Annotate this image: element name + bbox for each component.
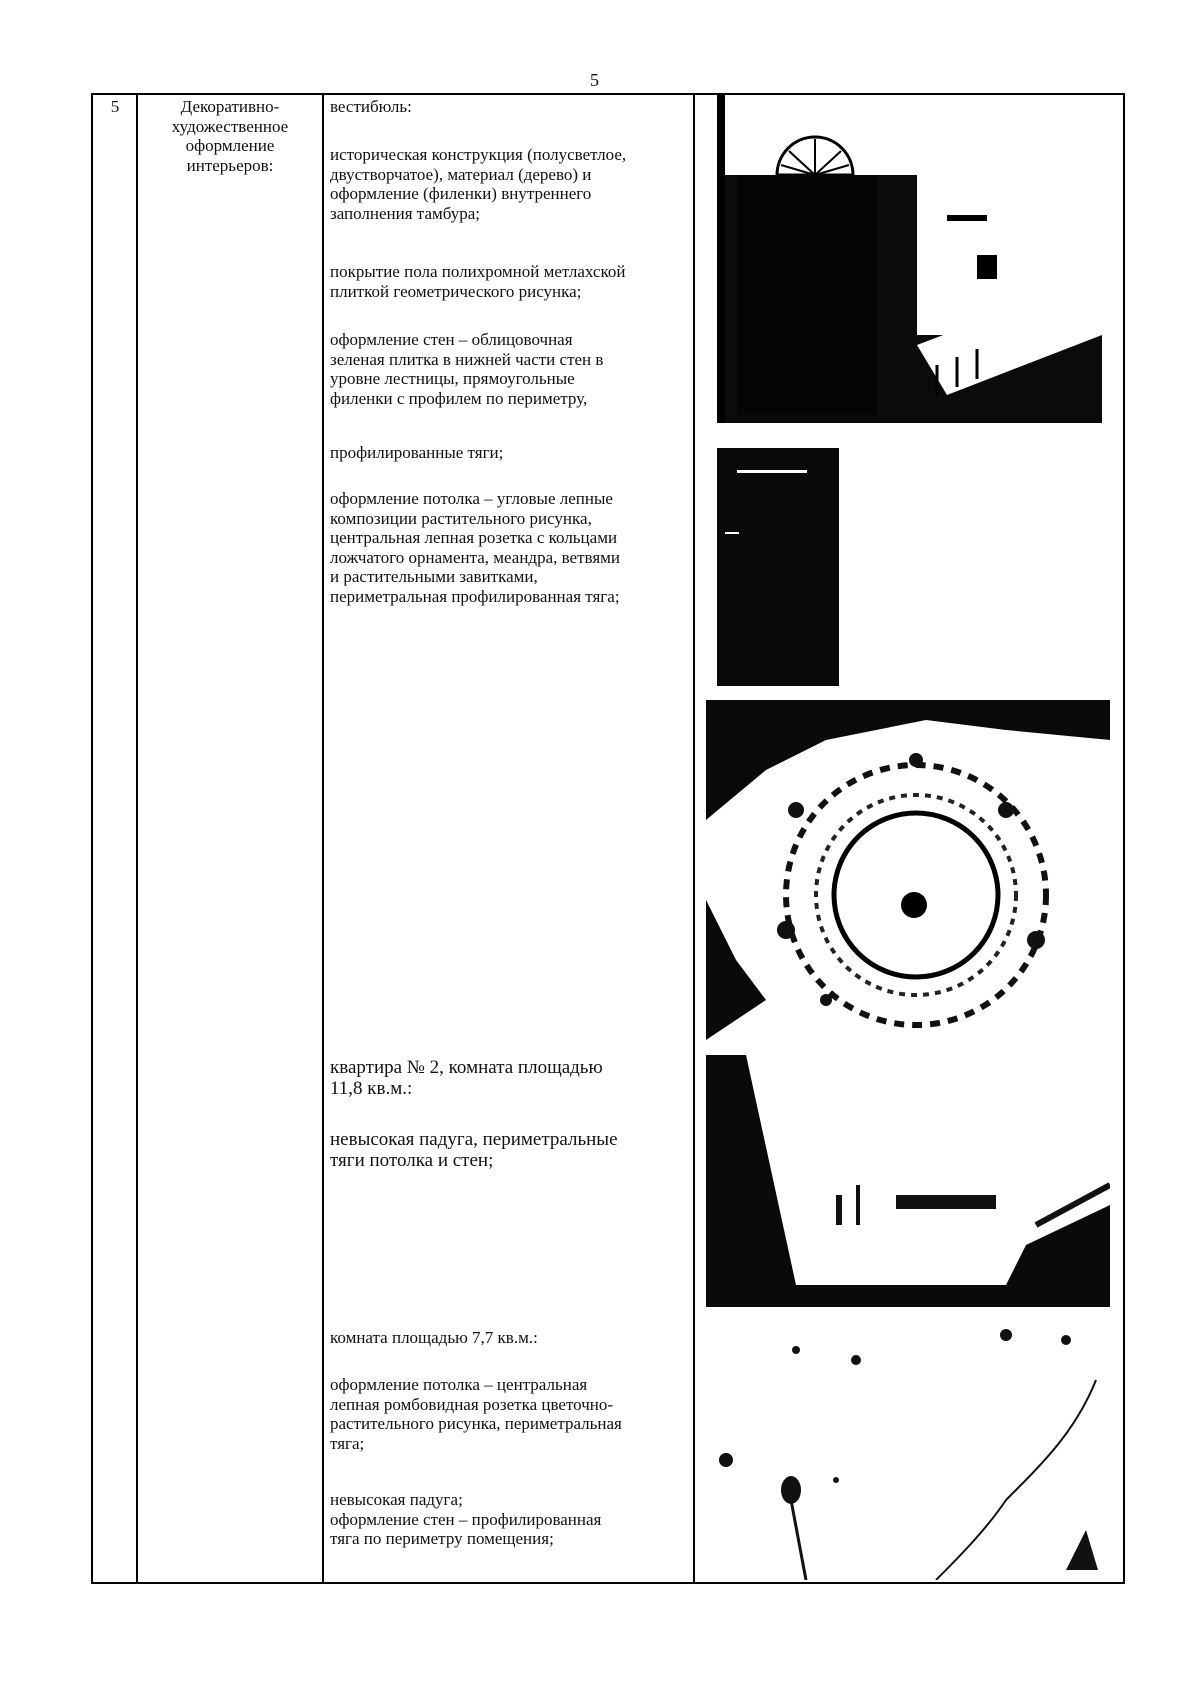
text-line: центральная лепная розетка с кольцами bbox=[330, 528, 618, 547]
text-line: историческая конструкция (полусветлое, bbox=[330, 145, 627, 164]
text-line: тяги потолка и стен; bbox=[330, 1150, 494, 1171]
text-line: оформление потолка – центральная bbox=[330, 1375, 588, 1394]
item-ceiling bbox=[330, 489, 686, 606]
text-line: профилированные тяги; bbox=[330, 443, 504, 462]
text-line: тяга; bbox=[330, 1433, 365, 1453]
text-line: композиции растительного рисунка, bbox=[330, 508, 592, 528]
table-border-bottom bbox=[91, 1582, 1125, 1584]
item-apartment-2-details bbox=[330, 1129, 686, 1171]
text-line: ложчатого орнамента, меандра, ветвями bbox=[330, 547, 620, 567]
text-line: вестибюль: bbox=[330, 97, 412, 116]
text-line: плиткой геометрического рисунка; bbox=[330, 281, 582, 301]
text-line: тяга по периметру помещения; bbox=[330, 1529, 554, 1548]
text-line: лепная ромбовидная розетка цветочно- bbox=[330, 1394, 614, 1414]
item-walls bbox=[330, 330, 686, 408]
text-line: и растительными завитками, bbox=[330, 567, 538, 586]
item-room-7-7-ceiling bbox=[330, 1375, 686, 1453]
text-line: 11,8 кв.м.: bbox=[330, 1078, 413, 1099]
category-line: художественное bbox=[171, 116, 289, 136]
text-line: филенки с профилем по периметру, bbox=[330, 388, 588, 408]
item-room-7-7 bbox=[330, 1328, 686, 1348]
text-line: периметральная профилированная тяга; bbox=[330, 586, 620, 606]
category-cell bbox=[140, 97, 320, 175]
text-line: уровне лестницы, прямоугольные bbox=[330, 369, 575, 388]
text-line: оформление (филенки) внутреннего bbox=[330, 184, 592, 203]
item-door bbox=[330, 145, 686, 223]
category-line: оформление bbox=[185, 136, 275, 155]
room-7-7-photo bbox=[706, 1320, 1110, 1580]
item-vestibule-heading bbox=[330, 97, 686, 117]
text-line: растительного рисунка, периметральная bbox=[330, 1414, 622, 1433]
text-line: покрытие пола полихромной метлахской bbox=[330, 262, 626, 281]
item-floor bbox=[330, 262, 686, 301]
table-border bbox=[693, 93, 695, 1583]
text-line: квартира № 2, комната площадью bbox=[330, 1057, 603, 1078]
ceiling-rosette-photo bbox=[706, 700, 1110, 1040]
row-number: 5 bbox=[110, 97, 120, 116]
text-line: оформление потолка – угловые лепные bbox=[330, 489, 613, 508]
category-line: интерьеров: bbox=[186, 155, 274, 175]
table-border-right bbox=[1123, 93, 1125, 1583]
text-line: зеленая плитка в нижней части стен в bbox=[330, 349, 604, 369]
text-line: заполнения тамбура; bbox=[330, 203, 481, 223]
vestibule-photo bbox=[717, 95, 1102, 423]
item-room-7-7-walls bbox=[330, 1490, 686, 1549]
page-number: 5 bbox=[590, 70, 599, 90]
text-line: оформление стен – профилированная bbox=[330, 1509, 602, 1529]
table-border-left bbox=[91, 93, 93, 1583]
category-line: Декоративно- bbox=[180, 97, 280, 116]
text-line: невысокая падуга; bbox=[330, 1490, 463, 1509]
item-profiled-rods bbox=[330, 443, 686, 463]
item-apartment-2 bbox=[330, 1057, 686, 1099]
text-line: комната площадью 7,7 кв.м.: bbox=[330, 1328, 538, 1347]
table-border bbox=[322, 93, 324, 1583]
text-line: двустворчатое), материал (дерево) и bbox=[330, 164, 592, 184]
table-border bbox=[136, 93, 138, 1583]
room-11-8-photo bbox=[706, 1055, 1110, 1307]
text-line: невысокая падуга, периметральные bbox=[330, 1129, 618, 1150]
text-line: оформление стен – облицовочная bbox=[330, 330, 573, 349]
door-photo bbox=[717, 448, 839, 686]
